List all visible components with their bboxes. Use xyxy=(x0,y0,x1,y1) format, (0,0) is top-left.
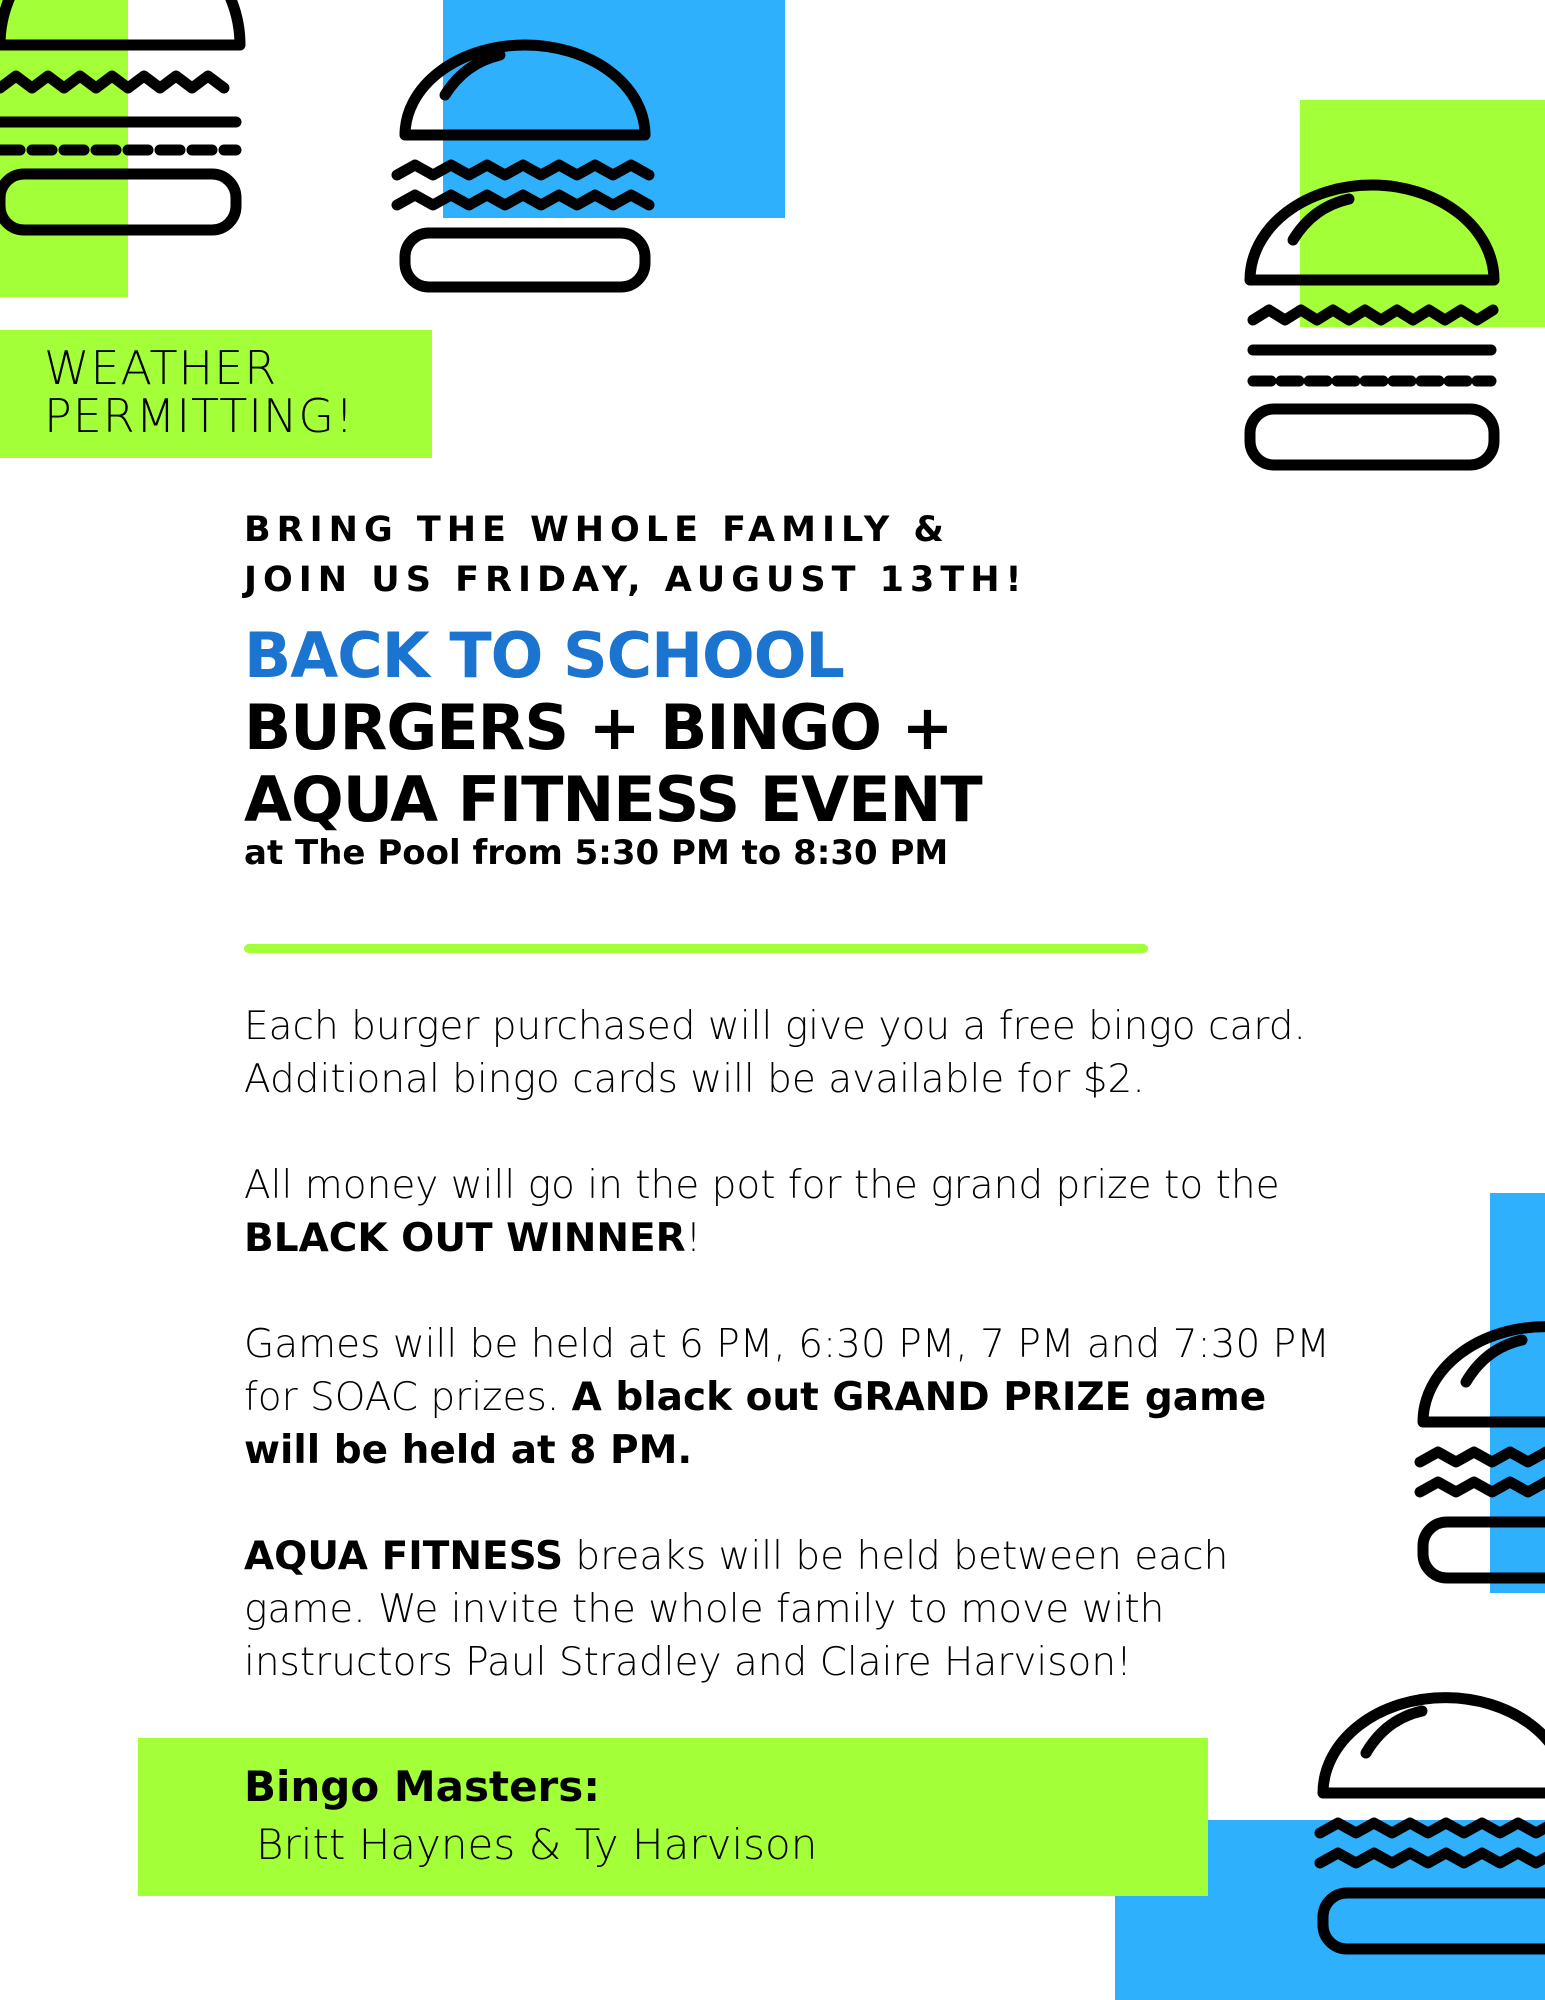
weather-note xyxy=(44,341,355,443)
intro-text xyxy=(244,505,1027,605)
weather-note-line1: WEATHER xyxy=(44,341,278,395)
paragraph-grand-prize: All money will go in the pot for the grand prize to the BLACK OUT WINNER! xyxy=(244,1163,1280,1261)
bingo-masters-label: Bingo Masters: xyxy=(244,1762,601,1811)
weather-note-box xyxy=(0,330,432,458)
intro-line2: JOIN US FRIDAY, AUGUST 13TH! xyxy=(244,560,1028,600)
event-subtitle: at The Pool from 5:30 PM to 8:30 PM xyxy=(244,833,949,873)
paragraph-aqua-fitness: AQUA FITNESS breaks will be held between each game. We invite the whole family to move with instructors Paul Stradley and Claire Harvison! xyxy=(244,1534,1229,1685)
weather-note-line2: PERMITTING! xyxy=(44,389,355,443)
burger-icon xyxy=(1245,185,1515,475)
event-title-line3: AQUA FITNESS EVENT xyxy=(244,763,982,836)
bingo-masters-names: Britt Haynes & Ty Harvison xyxy=(256,1820,818,1869)
bingo-masters-box xyxy=(138,1738,1208,1896)
burger-icon xyxy=(0,0,250,240)
paragraph-burger-card: Each burger purchased will give you a free bingo card. Additional bingo cards will be available for $2. xyxy=(244,1004,1306,1102)
burger-icon xyxy=(1418,1322,1545,1592)
event-title-line2: BURGERS + BINGO + xyxy=(244,691,953,764)
event-title xyxy=(244,620,982,836)
burger-icon xyxy=(395,45,675,305)
intro-line1: BRING THE WHOLE FAMILY & xyxy=(244,510,950,550)
paragraph-game-times: Games will be held at 6 PM, 6:30 PM, 7 PM and 7:30 PM for SOAC prizes. A black out GRAND PRIZE game will be held at 8 PM. xyxy=(244,1322,1330,1473)
event-description xyxy=(244,1000,1354,1742)
event-title-line1: BACK TO SCHOOL xyxy=(244,619,844,692)
divider xyxy=(244,944,1148,953)
